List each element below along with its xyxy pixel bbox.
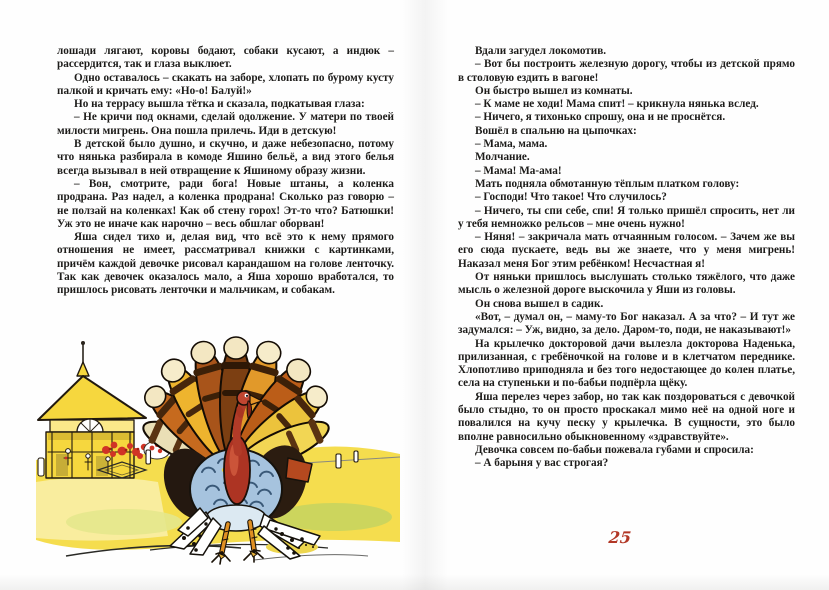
paragraph: – К маме не ходи! Мама спит! – крикнула нянька вслед. [475, 98, 759, 111]
paragraph: На крылечко докторовой дачи вылезла докторова Наденька, прилизанная, с гребёночкой на голове и в клетчатом переднике. Хлопотливо приподняла и без того недостающее до колен платье, села на ступеньки и по-бабьи подпёрла щёку. [458, 337, 795, 390]
paragraph: – Мама, мама. [475, 138, 548, 151]
paragraph: – Господи! Что такое! Что случилось? [475, 191, 667, 204]
paragraph: лошади лягают, коровы бодают, собаки кусают, а индюк – рассердится, так и глаза выклюет. [57, 45, 394, 71]
paragraph: Он быстро вышел из комнаты. [475, 84, 633, 97]
paragraph: Он снова вышел в садик. [475, 297, 604, 310]
paragraph: Молчание. [475, 151, 530, 164]
paragraph: Но на террасу вышла тётка и сказала, подкатывая глаза: [74, 98, 365, 111]
paragraph: – Вон, смотрите, ради бога! Новые штаны, а коленка продрана. Раз надел, а коленка продрана! Сколько раз говорю – не ползай на коленках! Как об стену горох! Эт-то что? Батюшки! Уж это не иначе как нарочно – весь обшлаг оборван! [57, 177, 394, 230]
paragraph: «Вот, – думал он, – маму-то Бог наказал. А за что? – И тут же задумался: – Уж, видно, за дело. Даром-то, поди, не наказывают!» [458, 310, 795, 337]
paragraph: Девочка совсем по-бабьи пожевала губами и спросила: [475, 443, 754, 456]
page-number: 25 [607, 528, 633, 547]
paragraph: – Мама! Ма-ама! [475, 164, 562, 177]
paragraph: – Вот бы построить железную дорогу, чтобы из детской прямо в столовую ездить в вагоне! [458, 58, 795, 84]
paragraph: Мать подняла обмотанную тёплым платком голову: [475, 177, 740, 190]
paragraph: – А барыня у вас строгая? [475, 457, 609, 470]
turkey-dacha-illustration [36, 332, 400, 570]
paragraph: В детской было душно, и скучно, и даже небезопасно, потому что нянька разбирала в комоде Яшино бельё, а вид этого белья всегда вызывал в ней отвращение к Яшиному образу жизни. [57, 138, 394, 177]
paragraph: Вдали загудел локомотив. [475, 45, 607, 57]
paragraph: – Ничего, я тихонько спрошу, она и не проснётся. [475, 111, 726, 124]
dacha-house [38, 341, 146, 478]
page-left [57, 45, 394, 298]
paragraph: – Няня! – закричала мать отчаянным голосом. – Зачем же вы его сюда пускаете, ведь вы же знаете, что у меня мигрень! Наказал меня Бог этим ребёнком! Несчастная я! [458, 231, 795, 270]
paragraph: Вошёл в спальню на цыпочках: [475, 124, 637, 137]
page-right [458, 45, 795, 471]
paragraph: – Ничего, ты спи себе, спи! Я только пришёл спросить, нет ли у тебя немножко рельсов – мне очень нужно! [458, 204, 795, 230]
paragraph: От няньки пришлось выслушать столько тяжёлого, что даже мысль о железной дороге выскочила у Яши из головы. [458, 271, 795, 297]
paragraph: Одно оставалось – скакать на заборе, хлопать по бурому кусту палкой и кричать ему: «Но-о! Балуй!» [57, 71, 394, 97]
paragraph: – Не кричи под окнами, сделай одолжение. У матери по твоей милости мигрень. Она пошла прилечь. Иди в детскую! [57, 111, 394, 137]
paragraph: Яша перелез через забор, но так как поздороваться с девочкой было стыдно, то он просто проскакал мимо неё на одной ноге и повалился на кучу песку у крылечка. В сущности, это было вполне равносильно обыкновенному «здравствуйте». [458, 390, 795, 443]
paragraph: Яша сидел тихо и, делая вид, что всё это к нему прямого отношения не имеет, рассматривал книжки с картинками, причём каждой девочке рисовал карандашом на голове ленточку. Так как девочек оказалось мало, а Яша хорошо вработался, то пришлось рисовать ленточки и мальчикам, и собакам. [57, 231, 394, 297]
